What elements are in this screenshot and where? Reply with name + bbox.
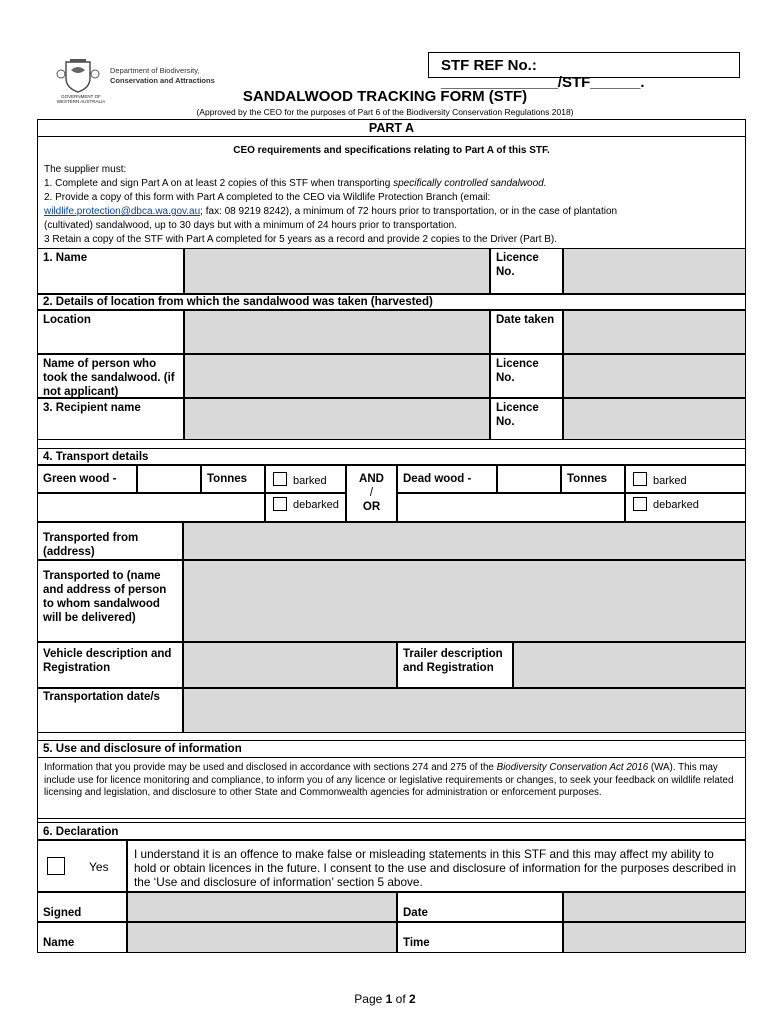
dead-barked-label: barked	[653, 475, 687, 487]
dead-debarked-cell	[625, 493, 746, 522]
section-5-heading: 5. Use and disclosure of information	[37, 740, 746, 758]
name-sign-field[interactable]	[127, 922, 397, 953]
section-4-heading: 4. Transport details	[37, 448, 746, 465]
dead-debarked-checkbox[interactable]	[633, 497, 647, 511]
form-title: SANDALWOOD TRACKING FORM (STF)	[242, 88, 528, 105]
transport-date-field[interactable]	[183, 688, 746, 733]
green-barked-checkbox[interactable]	[273, 472, 287, 486]
signature-field[interactable]	[127, 892, 397, 922]
dead-tonnes-label: Tonnes	[561, 465, 625, 493]
requirement-3: 3 Retain a copy of the STF with Part A completed for 5 years as a record and provide 2 copies to the Driver (Part B).	[44, 234, 558, 245]
dead-wood-extra-field[interactable]	[397, 493, 625, 522]
transported-from-field[interactable]	[183, 522, 746, 560]
part-a-subheading: CEO requirements and specifications relating to Part A of this STF.	[233, 145, 550, 156]
harvester-licence-field[interactable]	[563, 354, 746, 398]
recipient-label: 3. Recipient name	[37, 398, 184, 440]
dead-wood-label: Dead wood -	[397, 465, 497, 493]
declaration-statement: I understand it is an offence to make false or misleading statements in this STF and this may affect my ability to hold or obtain licences in the future. I consent to the use and disclosure of information for the purposes described in the ‘Use and disclosure of information’ section 5 above.	[127, 840, 746, 892]
stf-ref-number: STF REF No.: ______________/STF______.	[428, 52, 740, 78]
supplier-intro: The supplier must:	[44, 164, 127, 175]
privacy-statement: Information that you provide may be used and disclosed in accordance with sections 274 and 275 of the Biodiversity Conservation Act 2016 (WA). This may include use for licence monitoring and compliance, to inform you of any licence or legislative requirements or changes, to seek your feedback on wildlife related licensing and legislation, and disclosure to other State and Commonwealth agencies for administration or enforcement purposes.	[44, 762, 734, 799]
vehicle-field[interactable]	[183, 642, 397, 688]
declaration-checkbox[interactable]	[47, 857, 65, 875]
green-barked-label: barked	[293, 475, 327, 487]
requirement-2: 2. Provide a copy of this form with Part A completed to the CEO via Wildlife Protection Branch (email:	[44, 192, 491, 203]
declaration-yes-cell	[37, 840, 127, 892]
harvester-label: Name of person who took the sandalwood. (if not applicant)	[37, 354, 184, 398]
harvester-field[interactable]	[184, 354, 490, 398]
green-debarked-checkbox[interactable]	[273, 497, 287, 511]
vehicle-label: Vehicle description and Registration	[37, 642, 183, 688]
requirement-2-cont: (cultivated) sandalwood, up to 30 days but with a minimum of 24 hours prior to transportation.	[44, 220, 457, 231]
name-label: 1. Name	[37, 248, 184, 294]
green-debarked-label: debarked	[293, 499, 339, 511]
department-line-1: Department of Biodiversity,	[110, 66, 200, 75]
government-text: GOVERNMENT OF WESTERN AUSTRALIA	[56, 94, 106, 104]
green-barked-cell	[265, 465, 346, 493]
department-name	[110, 66, 215, 86]
transported-from-label: Transported from (address)	[37, 522, 183, 560]
yes-label: Yes	[89, 860, 109, 874]
date-taken-label: Date taken	[490, 310, 563, 354]
signed-label: Signed	[37, 892, 127, 922]
licence-field[interactable]	[563, 248, 746, 294]
licence-label: Licence No.	[490, 248, 563, 294]
and-text: AND	[359, 473, 384, 485]
wildlife-email-link[interactable]: wildlife.protection@dbca.wa.gov.au	[44, 206, 201, 217]
dead-barked-cell	[625, 465, 746, 493]
form-subtitle: (Approved by the CEO for the purposes of Part 6 of the Biodiversity Conservation Regulations 2018)	[196, 107, 574, 117]
trailer-label: Trailer description and Registration	[397, 642, 513, 688]
requirement-1: 1. Complete and sign Part A on at least 2 copies of this STF when transporting specifically controlled sandalwood.	[44, 178, 547, 189]
green-wood-extra-field[interactable]	[37, 493, 265, 522]
location-label: Location	[37, 310, 184, 354]
location-field[interactable]	[184, 310, 490, 354]
dead-debarked-label: debarked	[653, 499, 699, 511]
dead-wood-field[interactable]	[497, 465, 561, 493]
harvester-licence-label: Licence No.	[490, 354, 563, 398]
transported-to-field[interactable]	[183, 560, 746, 642]
transport-date-label: Transportation date/s	[37, 688, 183, 733]
or-text: OR	[362, 501, 381, 513]
section-6-heading: 6. Declaration	[37, 822, 746, 840]
time-label: Time	[397, 922, 563, 953]
date-field[interactable]	[563, 892, 746, 922]
green-wood-label: Green wood -	[37, 465, 137, 493]
time-field[interactable]	[563, 922, 746, 953]
slash-text: /	[369, 487, 374, 499]
date-taken-field[interactable]	[563, 310, 746, 354]
page-number: Page 1 of 2	[354, 992, 416, 1006]
name-field[interactable]	[184, 248, 490, 294]
recipient-field[interactable]	[184, 398, 490, 440]
section-2-heading: 2. Details of location from which the sandalwood was taken (harvested)	[37, 294, 746, 310]
trailer-field[interactable]	[513, 642, 746, 688]
date-label: Date	[397, 892, 563, 922]
department-line-2: Conservation and Attractions	[110, 76, 215, 85]
green-tonnes-label: Tonnes	[201, 465, 265, 493]
recipient-licence-field[interactable]	[563, 398, 746, 440]
recipient-licence-label: Licence No.	[490, 398, 563, 440]
green-wood-field[interactable]	[137, 465, 201, 493]
part-a-heading: PART A	[368, 121, 415, 135]
requirement-2-contact: wildlife.protection@dbca.wa.gov.au; fax: 08 9219 8242), a minimum of 72 hours prior to transportation, or in the case of plantation	[44, 206, 618, 217]
name-sign-label: Name	[37, 922, 127, 953]
transported-to-label: Transported to (name and address of person to whom sandalwood will be delivered)	[37, 560, 183, 642]
green-debarked-cell	[265, 493, 346, 522]
and-or-cell	[346, 465, 397, 522]
dead-barked-checkbox[interactable]	[633, 472, 647, 486]
